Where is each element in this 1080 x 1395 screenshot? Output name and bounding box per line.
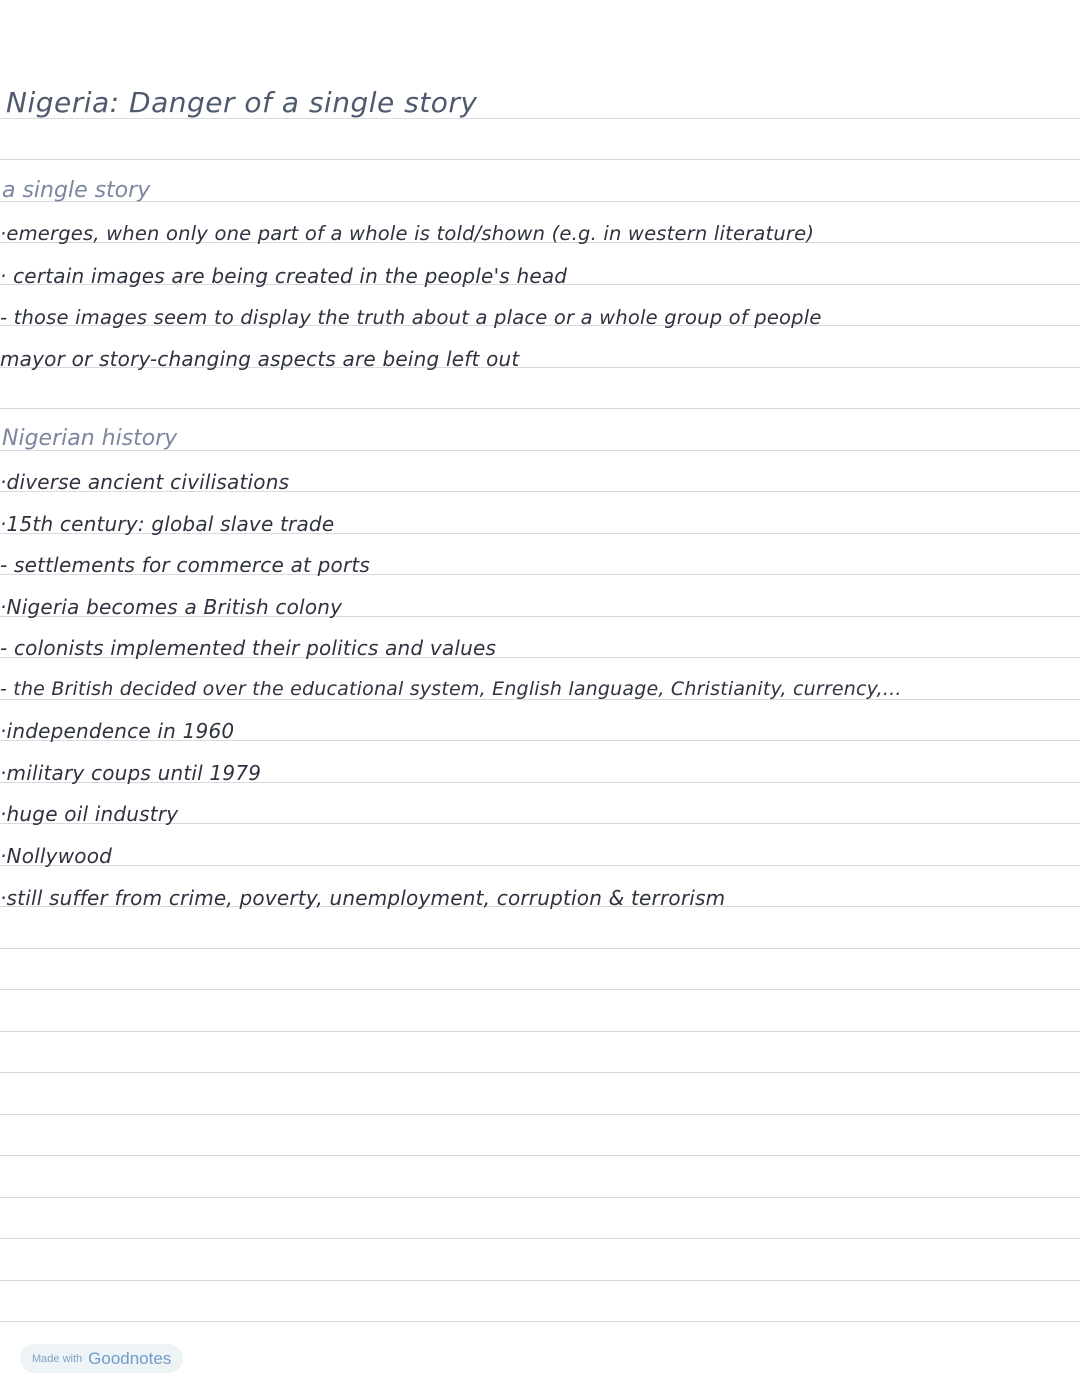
note-line: ·diverse ancient civilisations <box>0 470 290 494</box>
note-line: - those images seem to display the truth about a place or a whole group of people <box>0 306 822 329</box>
ruled-line <box>0 159 1080 160</box>
ruled-line <box>0 1197 1080 1198</box>
note-line: mayor or story-changing aspects are being left out <box>0 347 520 371</box>
goodnotes-logo: Goodnotes <box>88 1348 172 1368</box>
note-line: ·emerges, when only one part of a whole is told/shown (e.g. in western literature) <box>0 222 815 245</box>
note-line: · certain images are being created in the people's head <box>0 264 568 288</box>
ruled-line <box>0 865 1080 866</box>
ruled-line <box>0 1280 1080 1281</box>
ruled-line <box>0 1321 1080 1322</box>
note-line: ·Nollywood <box>0 844 113 868</box>
ruled-line <box>0 989 1080 990</box>
ruled-line <box>0 1155 1080 1156</box>
page-title: Nigeria: Danger of a single story <box>6 86 478 119</box>
made-with-goodnotes-badge[interactable] <box>20 1344 183 1373</box>
ruled-line <box>0 1114 1080 1115</box>
note-line: - colonists implemented their politics and values <box>0 636 497 660</box>
ruled-line <box>0 1238 1080 1239</box>
note-line: ·independence in 1960 <box>0 719 235 743</box>
note-line: ·15th century: global slave trade <box>0 512 335 536</box>
note-line: ·Nigeria becomes a British colony <box>0 595 343 619</box>
note-line: ·still suffer from crime, poverty, unemployment, corruption & terrorism <box>0 886 726 910</box>
ruled-line <box>0 201 1080 202</box>
note-line: ·huge oil industry <box>0 802 179 826</box>
section-heading-single-story: a single story <box>2 178 151 203</box>
note-line: - the British decided over the educational system, English language, Christianity, currency,... <box>0 678 902 700</box>
ruled-line <box>0 1072 1080 1073</box>
ruled-line <box>0 948 1080 949</box>
ruled-line <box>0 408 1080 409</box>
section-heading-nigerian-history: Nigerian history <box>2 426 178 451</box>
made-with-label: Made with <box>32 1352 83 1365</box>
note-line: - settlements for commerce at ports <box>0 553 371 577</box>
note-line: ·military coups until 1979 <box>0 761 262 785</box>
ruled-line <box>0 1031 1080 1032</box>
